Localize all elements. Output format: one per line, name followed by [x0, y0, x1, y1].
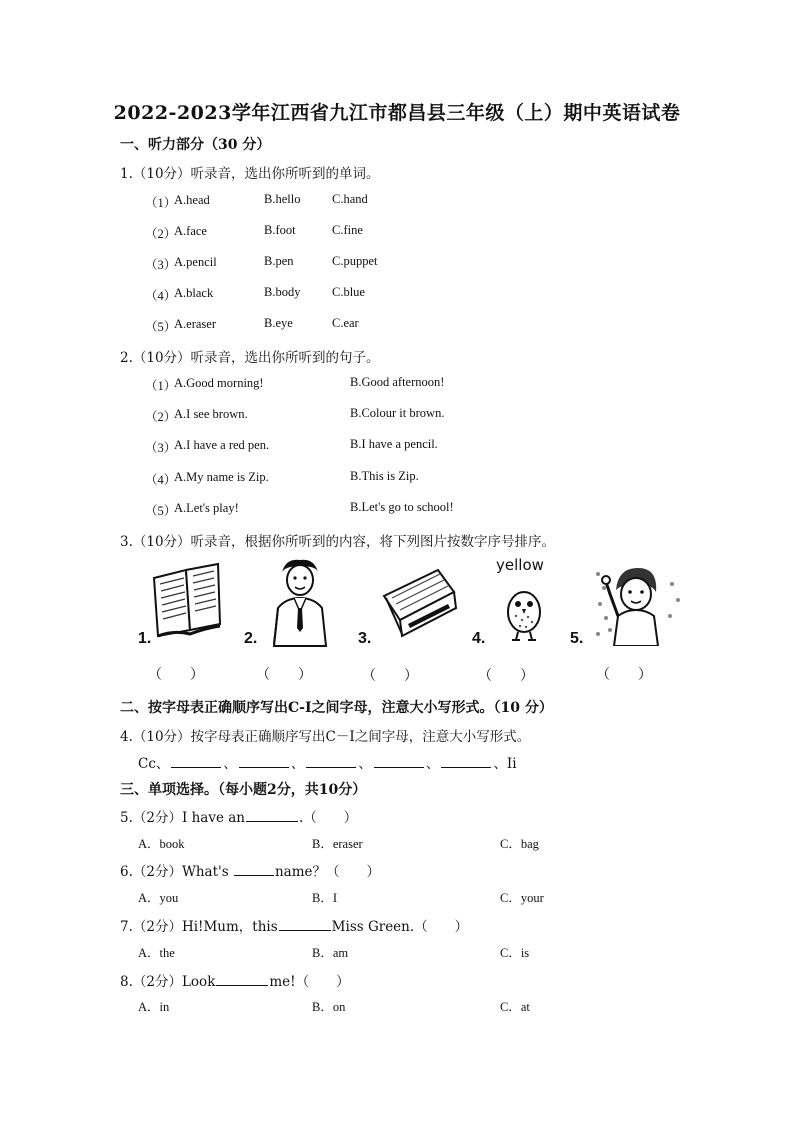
option-row-number: （1） [145, 379, 177, 393]
section-heading-listening: 一、听力部分（30 分） [120, 137, 271, 153]
option-row-number: （3） [145, 258, 177, 272]
option-a[interactable]: A．book [138, 837, 185, 851]
answer-blank-1[interactable]: （ ） [148, 667, 204, 683]
section-heading-multiple-choice: 三、单项选择。（每小题2分，共10分） [120, 782, 367, 798]
answer-blank[interactable] [279, 919, 331, 931]
option-c[interactable]: C.hand [332, 192, 368, 206]
option-a[interactable]: A.I see brown. [174, 407, 248, 421]
question-7-stem: 7.（2分）Hi!Mum，this Miss Green.（ ） [120, 919, 469, 935]
option-a[interactable]: A.I have a red pen. [174, 438, 270, 452]
question-8-stem: 8.（2分）Look me!（ ） [120, 974, 350, 990]
picture-label-1: 1. [138, 630, 152, 647]
answer-blank-5[interactable]: （ ） [596, 667, 652, 683]
option-a[interactable]: A.My name is Zip. [174, 470, 269, 484]
option-row-number: （5） [145, 320, 177, 334]
option-a[interactable]: A．the [138, 946, 175, 960]
option-row-number: （4） [145, 473, 177, 487]
picture-label-3: 3. [358, 630, 372, 647]
option-c[interactable]: C．your [500, 891, 544, 905]
option-b[interactable]: B.foot [264, 223, 296, 237]
option-row-number: （1） [145, 196, 177, 210]
option-b[interactable]: B．on [312, 1000, 346, 1014]
option-a[interactable]: A.eraser [174, 317, 216, 331]
question-6-stem: 6.（2分）What's name？（ ） [120, 864, 380, 880]
option-b[interactable]: B.body [264, 285, 301, 299]
letter-blank[interactable] [171, 755, 221, 768]
separator: 、 [290, 756, 305, 772]
option-c[interactable]: C.fine [332, 223, 363, 237]
page-title: 2022-2023学年江西省九江市都昌县三年级（上）期中英语试卷 [113, 102, 681, 124]
answer-blank-2[interactable]: （ ） [256, 667, 312, 683]
girl-picture [592, 564, 684, 646]
question-5-stem: 5.（2分）I have an .（ ） [120, 810, 358, 826]
answer-blank-3[interactable]: （ ） [362, 668, 418, 684]
separator: 、 [425, 756, 440, 772]
option-c[interactable]: C．at [500, 1000, 530, 1014]
option-a[interactable]: A.Let's play! [174, 501, 239, 515]
option-a[interactable]: A.black [174, 286, 214, 300]
option-row-number: （5） [145, 504, 177, 518]
option-a[interactable]: A.pencil [174, 255, 217, 269]
letter-blank[interactable] [441, 755, 491, 768]
separator: 、 [223, 756, 237, 772]
alphabet-blanks-row [138, 752, 517, 772]
question-1-stem: 1.（10分）听录音，选出你所听到的单词。 [120, 166, 380, 182]
letter-start: Cc、 [138, 756, 170, 772]
question-3-stem: 3.（10分）听录音，根据你所听到的内容，将下列图片按数字序号排序。 [120, 534, 556, 550]
option-row-number: （2） [145, 410, 177, 424]
picture-label-2: 2. [244, 630, 258, 647]
option-b[interactable]: B.hello [264, 192, 301, 206]
question-4-stem: 4.（10分）按字母表正确顺序写出C－I之间字母，注意大小写形式。 [120, 729, 531, 745]
pencil-case-picture [378, 562, 460, 642]
bird-picture [500, 582, 548, 642]
answer-blank[interactable] [234, 864, 274, 876]
question-2-stem: 2.（10分）听录音，选出你所听到的句子。 [120, 350, 380, 366]
option-row-number: （4） [145, 289, 177, 303]
book-picture [150, 560, 225, 640]
yellow-label: yellow [496, 556, 544, 574]
option-c[interactable]: C．is [500, 946, 530, 960]
option-row-number: （2） [145, 227, 177, 241]
letter-blank[interactable] [306, 755, 356, 768]
option-c[interactable]: C．bag [500, 837, 539, 851]
option-a[interactable]: A．you [138, 891, 179, 905]
option-c[interactable]: C.puppet [332, 254, 378, 268]
answer-blank[interactable] [216, 974, 268, 986]
option-b[interactable]: B.I have a pencil. [350, 437, 438, 451]
section-heading-alphabet: 二、按字母表正确顺序写出C-I之间字母，注意大小写形式。（10 分） [120, 700, 553, 716]
letter-end: 、Ii [493, 756, 517, 772]
boy-picture [268, 556, 330, 648]
picture-label-4: 4. [472, 630, 486, 647]
option-a[interactable]: A.head [174, 193, 210, 207]
separator: 、 [358, 756, 372, 772]
option-row-number: （3） [145, 441, 177, 455]
letter-blank[interactable] [374, 755, 424, 768]
option-b[interactable]: B．eraser [312, 837, 363, 851]
option-a[interactable]: A.face [174, 224, 207, 238]
option-b[interactable]: B．I [312, 891, 338, 905]
letter-blank[interactable] [239, 755, 289, 768]
option-b[interactable]: B.pen [264, 254, 294, 268]
option-b[interactable]: B.eye [264, 316, 293, 330]
option-a[interactable]: A.Good morning! [174, 376, 264, 390]
option-b[interactable]: B.Let's go to school! [350, 500, 454, 514]
option-b[interactable]: B.Good afternoon! [350, 375, 445, 389]
answer-blank[interactable] [246, 810, 298, 822]
option-c[interactable]: C.ear [332, 316, 359, 330]
option-b[interactable]: B．am [312, 946, 349, 960]
option-a[interactable]: A．in [138, 1000, 170, 1014]
option-b[interactable]: B.Colour it brown. [350, 406, 445, 420]
answer-blank-4[interactable]: （ ） [478, 668, 534, 684]
picture-label-5: 5. [570, 630, 584, 647]
option-c[interactable]: C.blue [332, 285, 365, 299]
option-b[interactable]: B.This is Zip. [350, 469, 419, 483]
